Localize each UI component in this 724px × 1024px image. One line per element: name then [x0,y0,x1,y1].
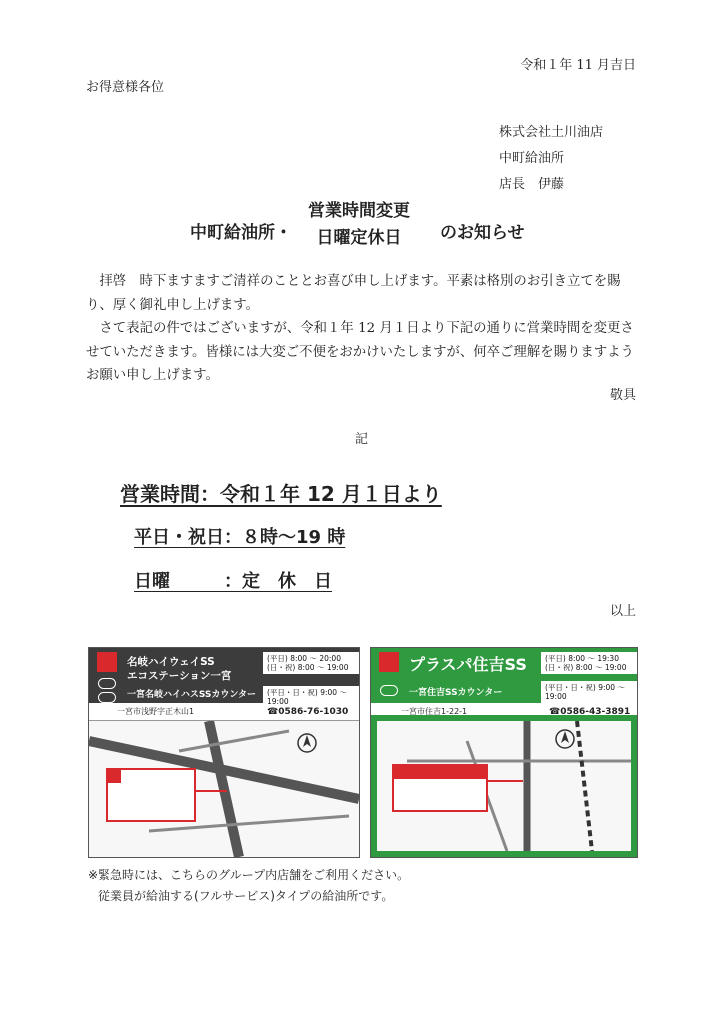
footnote-service: 従業員が給油する(フルサービス)タイプの給油所です。 [98,889,394,903]
document-date: 令和１年 11 月吉日 [520,58,636,73]
station-subname: エコステーション一宮 [127,670,232,682]
callout-logo [107,769,121,783]
hours-holiday-text: (日・祝) 8:00 ～ 19:00 [545,663,627,672]
footnote-emergency: ※緊急時には、こちらのグループ内店舗をご利用ください。 [88,868,410,882]
sender-station: 中町給油所 [499,151,565,166]
address: 一宮市住吉1-22-1 [401,707,468,716]
station-name: プラスパ住吉SS [409,655,527,674]
phone: ☎0586-76-1030 [267,707,349,717]
map-left [89,721,359,857]
map-right [371,715,637,857]
title-left: 中町給油所・ [190,223,292,243]
recipient: お得意様各位 [86,80,165,95]
counter-hours-box [541,681,637,703]
hours-weekday-text: (平日) 8:00 ～ 19:30 [545,654,619,663]
hours-sunday: 日曜 ：定 休 日 [134,571,332,592]
title-middle [308,198,410,252]
counter-name: 一宮名岐ハイハスSSカウンター [127,690,257,700]
card-header [371,648,637,703]
sender-company: 株式会社土川油店 [499,125,604,140]
address-row [89,704,359,721]
station-card-left [88,647,360,858]
station-card-right [370,647,638,858]
title-right: のお知らせ [440,223,525,243]
sender-block [499,120,603,198]
title-line1: 営業時間変更 [308,201,410,221]
card-header [89,648,359,706]
counter-hours-text: (平日・日・祝) 9:00 ～ 19:00 [545,683,625,701]
ki-marker: 記 [355,432,369,447]
map-graphic [377,721,631,851]
hours-heading: 営業時間：令和１年 12 月１日より [120,482,442,506]
body-paragraph-1: 拝啓 時下ますますご清祥のこととお喜び申し上げます。平素は格別のお引き立てを賜り、厚く御礼申し上げます。 [86,274,621,313]
closing: 敬具 [609,388,636,403]
ecology-icon [98,678,116,689]
title-line2: 日曜定休日 [316,228,402,248]
sender-manager: 店長 伊藤 [499,177,565,192]
hours-holiday-text: (日・祝) 8:00 ～ 19:00 [267,663,349,672]
letter-body [86,270,640,388]
brand-logo [379,652,399,672]
counter-hours-text: (平日・日・祝) 9:00 ～ 19:00 [267,688,347,706]
map-graphic [89,721,359,857]
counter-icon [98,692,116,703]
station-name: 名岐ハイウェイSS [127,656,215,668]
hours-weekday: 平日・祝日：８時～19 時 [134,527,346,548]
body-paragraph-2: さて表記の件ではございますが、令和１年 12 月１日より下記の通りに営業時間を変更させていただきます。皆様には大変ご不便をおかけいたしますが、何卒ご理解を賜りますようお願い申し上げます。 [86,321,634,383]
phone: ☎0586-43-3891 [549,707,631,717]
hours-box [541,652,637,674]
hours-weekday-text: (平日) 8:00 ～ 20:00 [267,654,341,663]
counter-icon [380,685,398,696]
counter-name: 一宮住吉SSカウンター [409,688,503,698]
hours-box [263,652,359,674]
brand-logo [97,652,117,672]
ijo-marker: 以上 [609,604,636,619]
address: 一宮市浅野字正木山1 [117,707,195,716]
callout-banner [393,765,487,779]
